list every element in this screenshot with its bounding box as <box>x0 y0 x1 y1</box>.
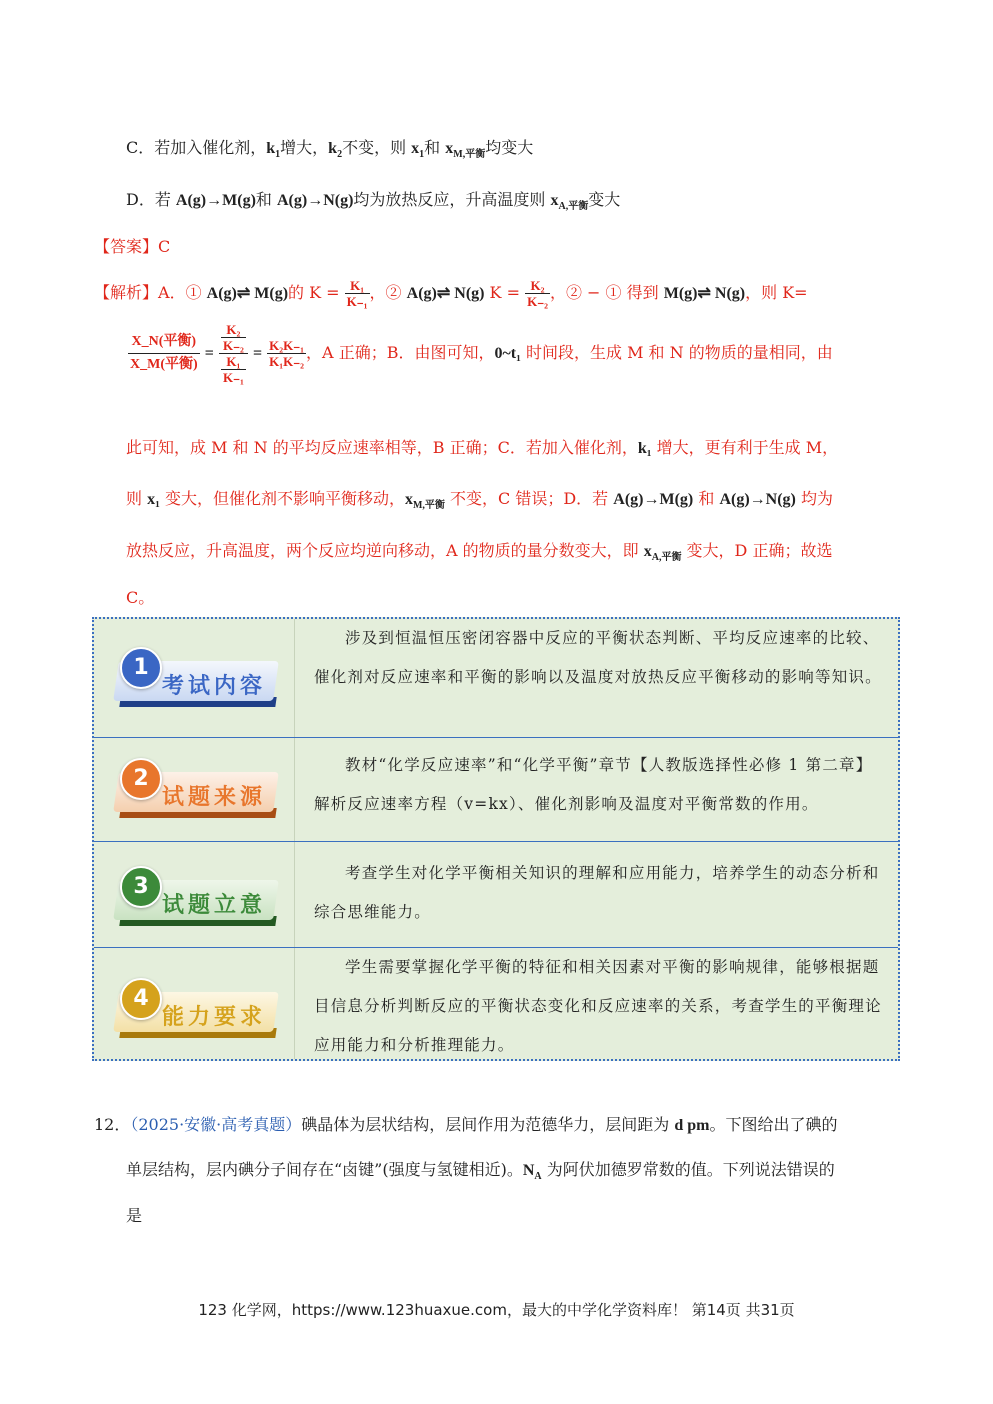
question-12-line-2: 单层结构，层内碘分子间存在“卤键”(强度与氢键相近)。$N_A$ 为阿伏加德罗常数的值。下列说法错误的 <box>126 1160 835 1183</box>
fraction-k1: $\frac{\text{K₁}}{\text{K₋₁}}$ <box>346 278 368 309</box>
analysis-line-2: $\frac{\text{X\_N(平衡)}}{\text{X\_M(平衡)}}$ = $\frac{\frac{\text{K₂}}{\text{K₋₂}}}{\frac{\text{K₁}}{\text{K₋₁}}}$ = $\frac{\text{K₂K₋₁}}{\text{K₁K₋₂}}$ ，A 正确；B．由图可知，0~t₁ 时间段，生成 M 和 N 的物质的量相同，由 <box>130 322 833 385</box>
answer-label: 【答案】 <box>94 237 159 256</box>
answer-value: C <box>158 237 171 256</box>
badge-number: 3 <box>120 866 162 908</box>
k2-symbol: $k_2$ <box>328 140 343 161</box>
question-number: 12． <box>94 1115 131 1134</box>
badge-intent <box>116 876 286 920</box>
row-text: 教材“化学反应速率”和“化学平衡”章节【人教版选择性必修 1 第二章】解析反应速率方程（v=kx）、催化剂影响及温度对平衡常数的作用。 <box>314 756 873 813</box>
badge-exam-content <box>116 657 286 701</box>
badge-number: 1 <box>120 647 162 689</box>
xa-symbol: $x_{A,平衡}$ <box>550 192 589 213</box>
table-row <box>94 737 898 841</box>
badge-number: 2 <box>120 758 162 800</box>
xm-symbol: $x_{M,平衡}$ <box>445 140 486 161</box>
badge-source <box>116 768 286 812</box>
badge-ability <box>116 988 286 1032</box>
analysis-line-5: 放热反应，升高温度，两个反应均逆向移动，A 的物质的量分数变大，即 $x_{A,平衡}$ 变大，D 正确；故选 <box>126 541 833 564</box>
analysis-label: 【解析】 <box>94 283 159 302</box>
option-c-text: C．若加入催化剂， <box>126 138 267 157</box>
fraction-x-ratio: $\frac{\text{X\_N(平衡)}}{\text{X\_M(平衡)}}$ <box>128 331 200 376</box>
row-text: 考查学生对化学平衡相关知识的理解和应用能力，培养学生的动态分析和综合思维能力。 <box>314 864 880 921</box>
analysis-line-4: 则 x₁ 变大，但催化剂不影响平衡移动，$x_{M,平衡}$ 不变，C 错误；D．若 A(g)→M(g) 和 A(g)→N(g) 均为 <box>126 489 833 512</box>
badge-number: 4 <box>120 978 162 1020</box>
fraction-k-result: $\frac{\text{K₂K₋₁}}{\text{K₁K₋₂}}$ <box>269 338 305 369</box>
option-d: D．若 A(g)→M(g)和 A(g)→N(g)均为放热反应，升高温度则 $x_{A,平衡}$变大 <box>126 190 621 213</box>
page-footer: 123 化学网，https://www.123huaxue.com，最大的中学化学资料库！ 第14页 共31页 <box>198 1301 795 1319</box>
row-text: 学生需要掌握化学平衡的特征和相关因素对平衡的影响规律，能够根据题目信息分析判断反应的平衡状态变化和反应速率的关系，考查学生的平衡理论应用能力和分析推理能力。 <box>314 958 882 1054</box>
info-table <box>92 617 900 1061</box>
reaction-a-to-m: A(g)→M(g) <box>175 192 256 209</box>
x1-symbol: $x_1$ <box>411 140 425 161</box>
question-12-line-3: 是 <box>126 1206 143 1225</box>
row-text: 涉及到恒温恒压密闭容器中反应的平衡状态判断、平均反应速率的比较、催化剂对反应速率和平衡的影响以及温度对放热反应平衡移动的影响等知识。 <box>314 629 882 686</box>
fraction-k2: $\frac{\text{K₂}}{\text{K₋₂}}$ <box>527 278 548 309</box>
table-row <box>94 947 898 1059</box>
option-c: C．若加入催化剂，$k_1$增大，$k_2$不变，则 $x_1$和 $x_{M,平衡}$均变大 <box>126 138 534 161</box>
badge-label: 试题立意 <box>162 893 267 918</box>
badge-label: 考试内容 <box>162 674 267 699</box>
table-row <box>94 841 898 947</box>
fraction-compound: $\frac{\frac{\text{K₂}}{\text{K₋₂}}}{\frac{\text{K₁}}{\text{K₋₁}}}$ <box>219 322 248 385</box>
question-12-line-1: 12．（2025·安徽·高考真题）碘晶体为层状结构，层间作用为范德华力，层间距为 d pm。下图给出了碘的 <box>94 1115 838 1134</box>
k1-symbol: $k_1$ <box>266 140 281 161</box>
reaction-a-to-n: A(g)→N(g) <box>276 192 354 209</box>
analysis-line-6: C。 <box>126 588 155 607</box>
table-row <box>94 619 898 737</box>
analysis-line-3: 此可知，成 M 和 N 的平均反应速率相等，B 正确；C．若加入催化剂，k₁ 增大，更有利于生成 M， <box>126 438 839 457</box>
badge-label: 能力要求 <box>162 1005 267 1030</box>
analysis-line-1: 【解析】A．① A(g)⇌ M(g)的 K = $\frac{\text{K₁}}{\text{K₋₁}}$ ，② A(g)⇌ N(g) K = $\frac{\text{K₂}}{\text{K₋₂}}$ ，② − ① 得到 M(g)⇌ N(g)，则 K= <box>94 278 808 309</box>
badge-label: 试题来源 <box>162 785 267 810</box>
answer-line <box>94 234 170 257</box>
question-source: （2025·安徽·高考真题） <box>130 1115 302 1134</box>
